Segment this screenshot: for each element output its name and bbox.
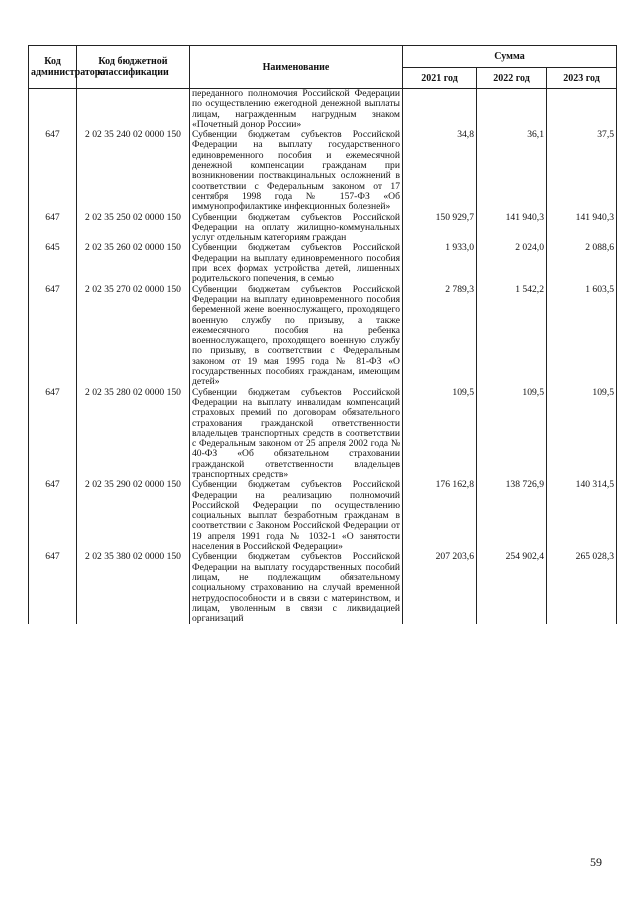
cell-value-2022	[477, 89, 547, 131]
cell-value-2021: 207 203,6	[403, 552, 477, 624]
cell-name: Субвенции бюджетам субъектов Российской Федерации на оплату жилищно-коммунальных услуг отдельным категориям граждан	[190, 213, 403, 244]
budget-table	[28, 45, 617, 624]
cell-name: переданного полномочия Российской Федерации по осуществлению ежегодной денежной выплаты лицам, награжденным нагрудным знаком «Почетный донор России»	[190, 89, 403, 131]
cell-value-2023: 1 603,5	[547, 285, 617, 388]
table-row	[29, 130, 617, 212]
table-row	[29, 285, 617, 388]
header-year-2021: 2021 год	[403, 68, 477, 89]
cell-admin-code: 647	[29, 130, 77, 212]
table-row	[29, 388, 617, 481]
cell-value-2021: 109,5	[403, 388, 477, 481]
cell-admin-code: 645	[29, 243, 77, 284]
cell-value-2022: 109,5	[477, 388, 547, 481]
cell-budget-code: 2 02 35 250 02 0000 150	[77, 213, 190, 244]
cell-budget-code: 2 02 35 260 02 0000 150	[77, 243, 190, 284]
cell-value-2022: 1 542,2	[477, 285, 547, 388]
cell-name: Субвенции бюджетам субъектов Российской Федерации на выплату единовременного пособия беременной жене военнослужащего, проходящего военную службу по призыву, а также ежемесячного пособия на ребенка военнослужащего, проходящего военную службу по призыву, в соответствии с Федеральным законом от 19 мая 1995 года № 81-ФЗ «О государственных пособиях гражданам, имеющим детей»	[190, 285, 403, 388]
cell-value-2021: 1 933,0	[403, 243, 477, 284]
header-year-2022: 2022 год	[477, 68, 547, 89]
cell-budget-code: 2 02 35 270 02 0000 150	[77, 285, 190, 388]
cell-admin-code: 647	[29, 388, 77, 481]
table-row	[29, 552, 617, 624]
cell-value-2021	[403, 89, 477, 131]
header-admin-code: Код администратора	[29, 46, 77, 89]
cell-value-2023: 109,5	[547, 388, 617, 481]
cell-admin-code: 647	[29, 480, 77, 552]
cell-budget-code	[77, 89, 190, 131]
cell-value-2022: 138 726,9	[477, 480, 547, 552]
cell-admin-code	[29, 89, 77, 131]
cell-admin-code: 647	[29, 285, 77, 388]
table-row	[29, 89, 617, 131]
table-row	[29, 213, 617, 244]
page-number: 59	[590, 855, 602, 869]
cell-value-2023: 265 028,3	[547, 552, 617, 624]
header-sum: Сумма	[403, 46, 617, 68]
cell-value-2021: 2 789,3	[403, 285, 477, 388]
cell-budget-code: 2 02 35 280 02 0000 150	[77, 388, 190, 481]
cell-value-2023: 37,5	[547, 130, 617, 212]
cell-name: Субвенции бюджетам субъектов Российской Федерации на выплату инвалидам компенсаций страховых премий по договорам обязательного страхования гражданской ответственности владельцев транспортных средств в соответствии с Федеральным законом от 25 апреля 2002 года № 40-ФЗ «Об обязательном страховании гражданской ответственности владельцев транспортных средств»	[190, 388, 403, 481]
header-year-2023: 2023 год	[547, 68, 617, 89]
table-row	[29, 243, 617, 284]
cell-value-2021: 34,8	[403, 130, 477, 212]
cell-name: Субвенции бюджетам субъектов Российской Федерации на выплату государственного единовременного пособия и ежемесячной денежной компенсации гражданам при возникновении поствакцинальных осложнений в соответствии с Федеральным законом от 17 сентября 1998 года № 157-ФЗ «Об иммунопрофилактике инфекционных болезней»	[190, 130, 403, 212]
cell-name: Субвенции бюджетам субъектов Российской Федерации на выплату государственных пособий лицам, не подлежащим обязательному социальному страхованию на случай временной нетрудоспособности и в связи с материнством, и лицам, уволенным в связи с ликвидацией организаций	[190, 552, 403, 624]
cell-value-2022: 254 902,4	[477, 552, 547, 624]
header-budget-code: Код бюджетной классификации	[77, 46, 190, 89]
table-row	[29, 480, 617, 552]
cell-value-2022: 2 024,0	[477, 243, 547, 284]
cell-name: Субвенции бюджетам субъектов Российской Федерации на выплату единовременного пособия при всех формах устройства детей, лишенных родительского попечения, в семью	[190, 243, 403, 284]
cell-value-2021: 150 929,7	[403, 213, 477, 244]
cell-budget-code: 2 02 35 380 02 0000 150	[77, 552, 190, 624]
cell-budget-code: 2 02 35 290 02 0000 150	[77, 480, 190, 552]
cell-value-2023	[547, 89, 617, 131]
cell-value-2021: 176 162,8	[403, 480, 477, 552]
cell-value-2023: 141 940,3	[547, 213, 617, 244]
cell-budget-code: 2 02 35 240 02 0000 150	[77, 130, 190, 212]
cell-value-2023: 140 314,5	[547, 480, 617, 552]
cell-value-2022: 36,1	[477, 130, 547, 212]
cell-name: Субвенции бюджетам субъектов Российской Федерации на реализацию полномочий Российской Федерации по осуществлению социальных выплат безработным гражданам в соответствии с Законом Российской Федерации от 19 апреля 1991 года № 1032-1 «О занятости населения в Российской Федерации»	[190, 480, 403, 552]
cell-value-2022: 141 940,3	[477, 213, 547, 244]
cell-admin-code: 647	[29, 552, 77, 624]
header-name: Наименование	[190, 46, 403, 89]
cell-admin-code: 647	[29, 213, 77, 244]
cell-value-2023: 2 088,6	[547, 243, 617, 284]
